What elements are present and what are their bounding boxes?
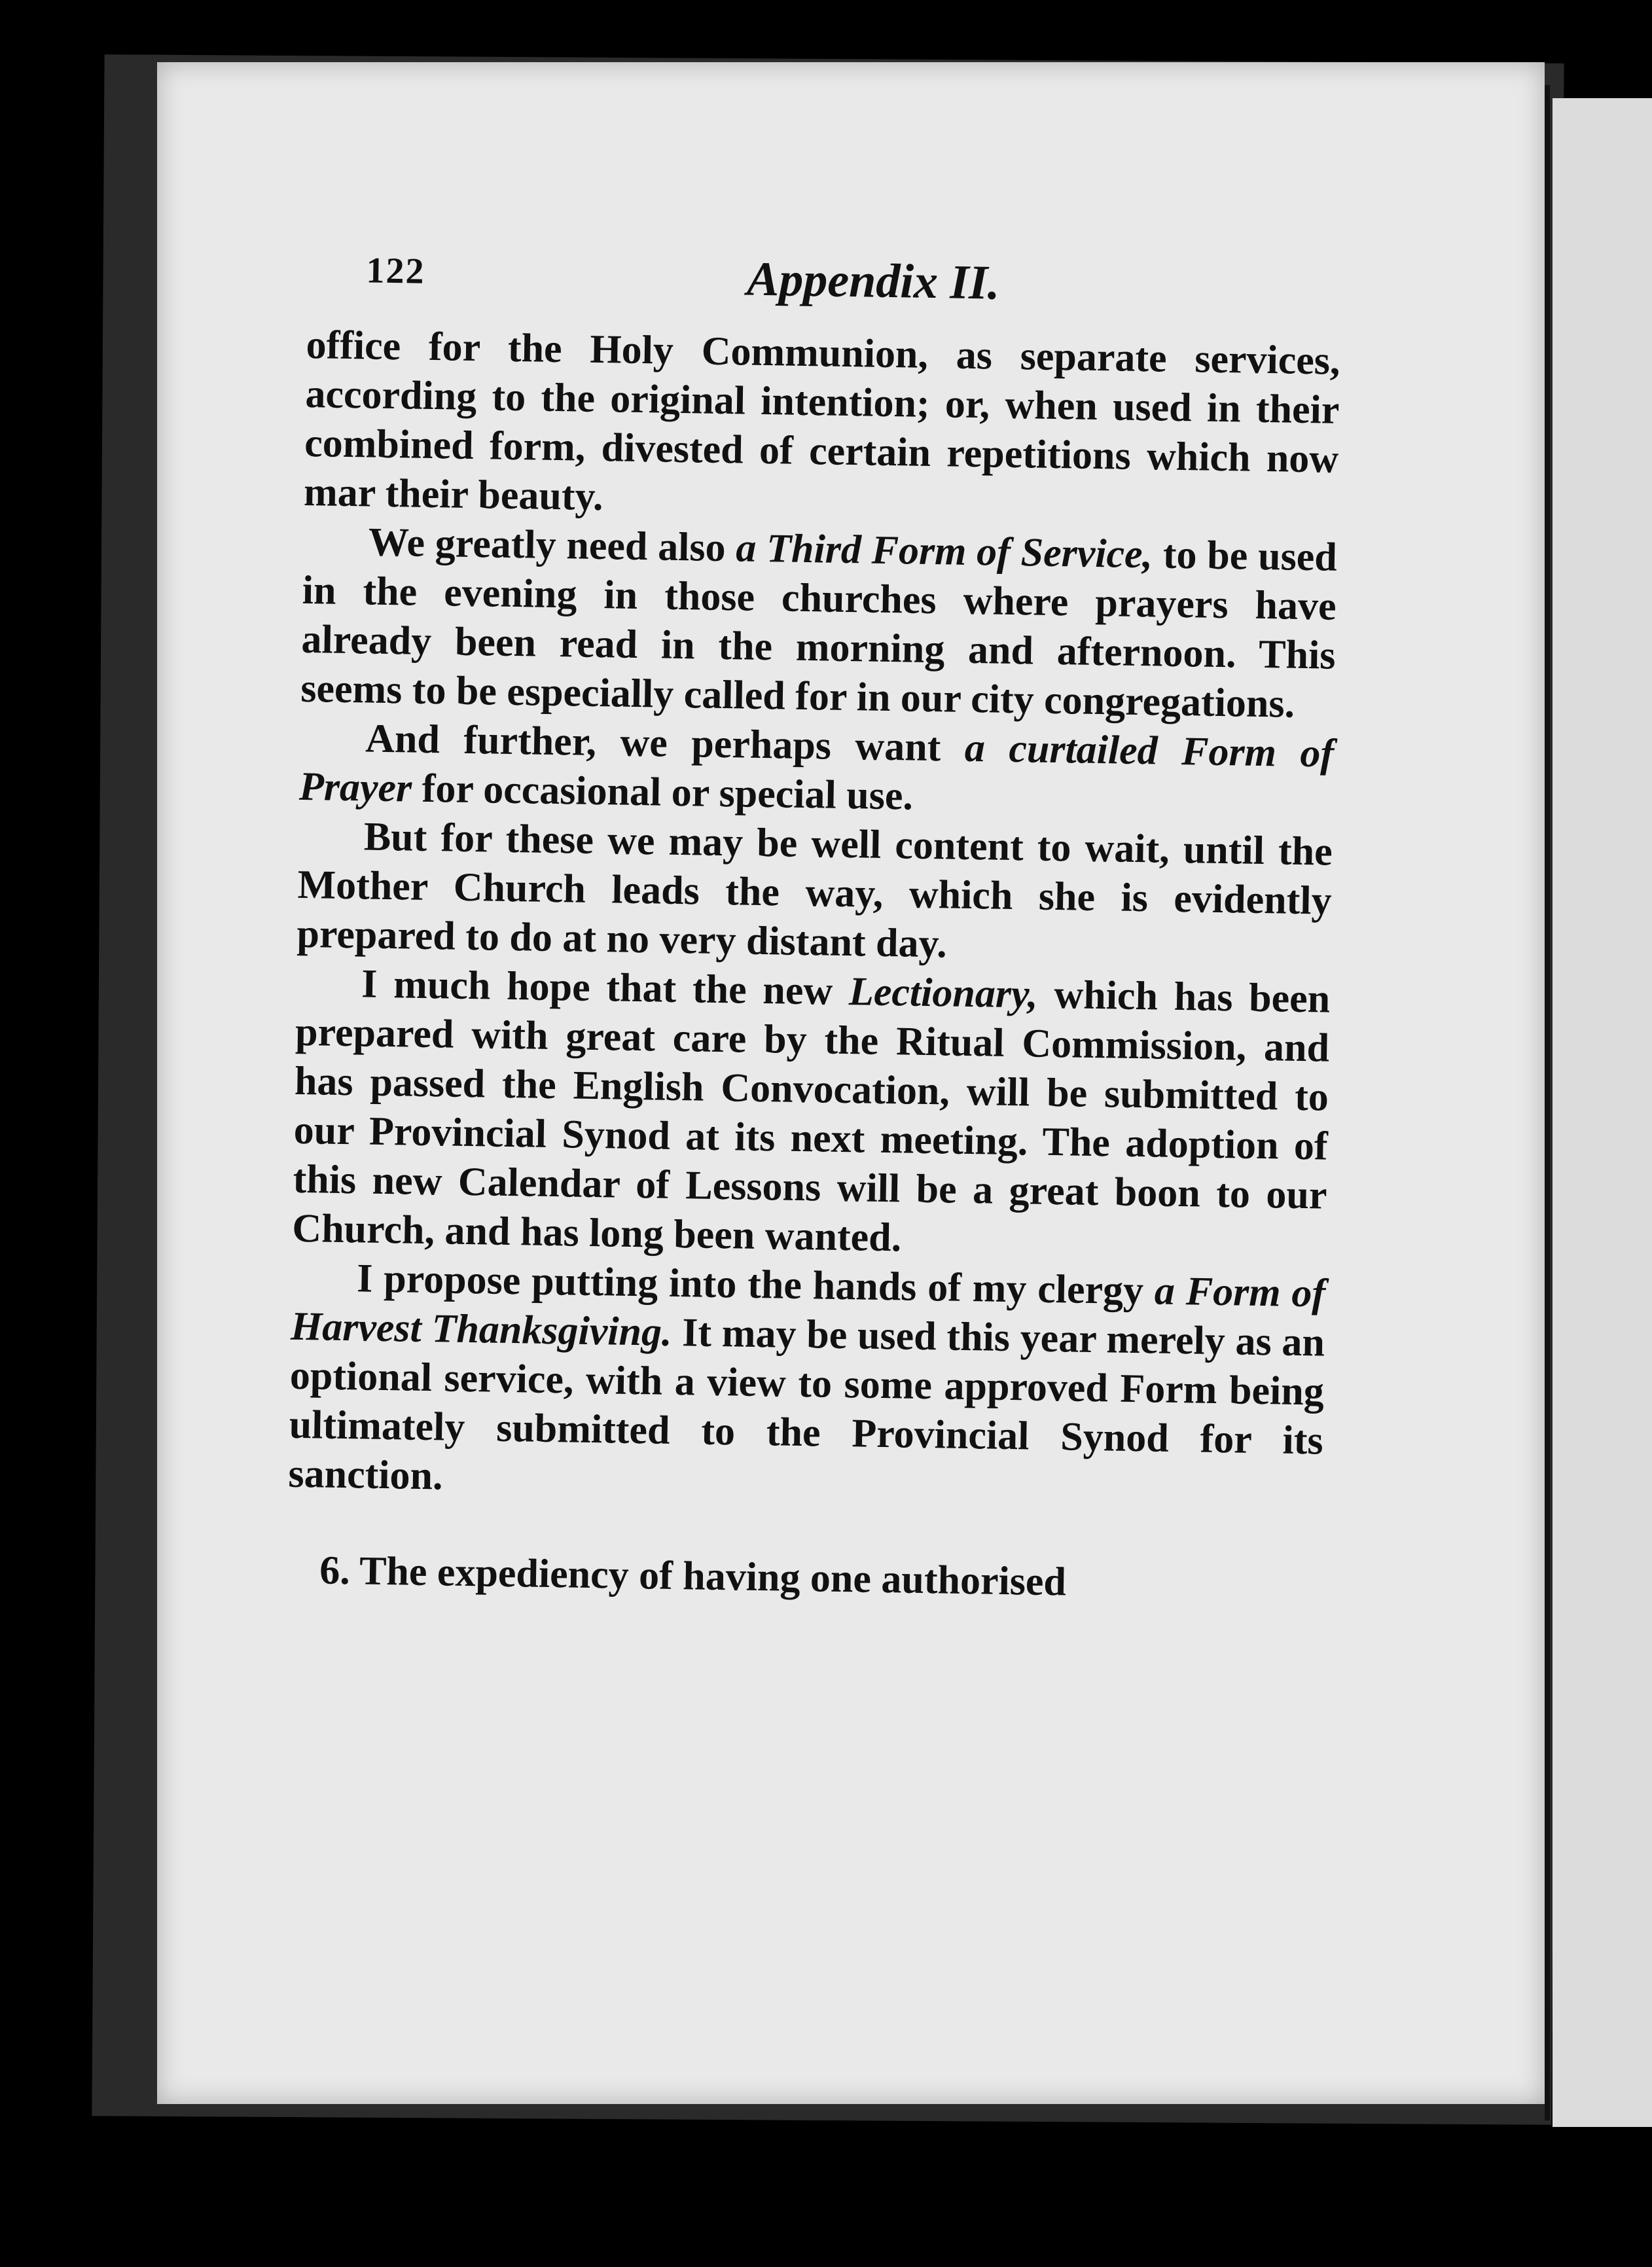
text-block [287,249,1342,1611]
paragraph-4 [296,812,1333,975]
facing-page [1553,98,1652,2127]
paragraph-5-text-b: which has been prepared with great care by the Ritual Commission, and has passed the English Convocation, will be submitted to our Provincial Synod at its next meeting. The adoption of this new Calendar of Lessons will be a great boon to our Church, and has long been wanted. [291,972,1331,1260]
paragraph-3 [298,713,1334,828]
paragraph-6-italic: a Form of Harvest Thanksgiving. [290,1268,1326,1355]
paragraph-6-text-a: I propose putting into the hands of my clergy [356,1256,1155,1313]
page-number: 122 [365,250,425,292]
paragraph-3-text-a: And further, we perhaps want [365,716,965,770]
paragraph-1-text: office for the Holy Communion, as separate services, according to the original intention; or, when used in their combined form, divested of certain repetitions which now mar their beauty. [303,322,1341,520]
paragraph-4-text: But for these we may be well content to wait, until the Mother Church leads the way, which she is evidently prepared to do at no very distant day. [296,814,1333,967]
paragraph-2 [300,517,1338,730]
paragraph-2-text-a: We greatly need also [368,520,736,571]
paragraph-7-text: 6. The expediency of having one authorised [319,1548,1067,1605]
running-head: Appendix II. [746,252,1001,310]
paragraph-5-italic: Lectionary, [848,969,1039,1017]
paragraph-6-text-b: It may be used this year merely as an optional service, with a view to some approved Form being ultimately submitted to the Provincial Synod for its sanction. [288,1310,1325,1499]
page-gutter [1545,85,1550,2120]
paragraph-3-text-b: for occasional or special use. [411,766,914,819]
paragraph-2-italic: a Third Form of Service, [735,526,1153,577]
paragraph-3-italic: a curtailed Form of Prayer [298,725,1335,811]
paragraph-1 [304,321,1341,533]
paragraph-6 [288,1253,1326,1515]
paragraph-5-text-a: I much hope that the new [361,961,850,1014]
paragraph-5 [292,959,1331,1270]
paragraph-2-text-b: to be used in the evening in those churches where prayers have already been read in the morning and afternoon. This seems to be especially called for in our city congregations. [300,532,1338,726]
